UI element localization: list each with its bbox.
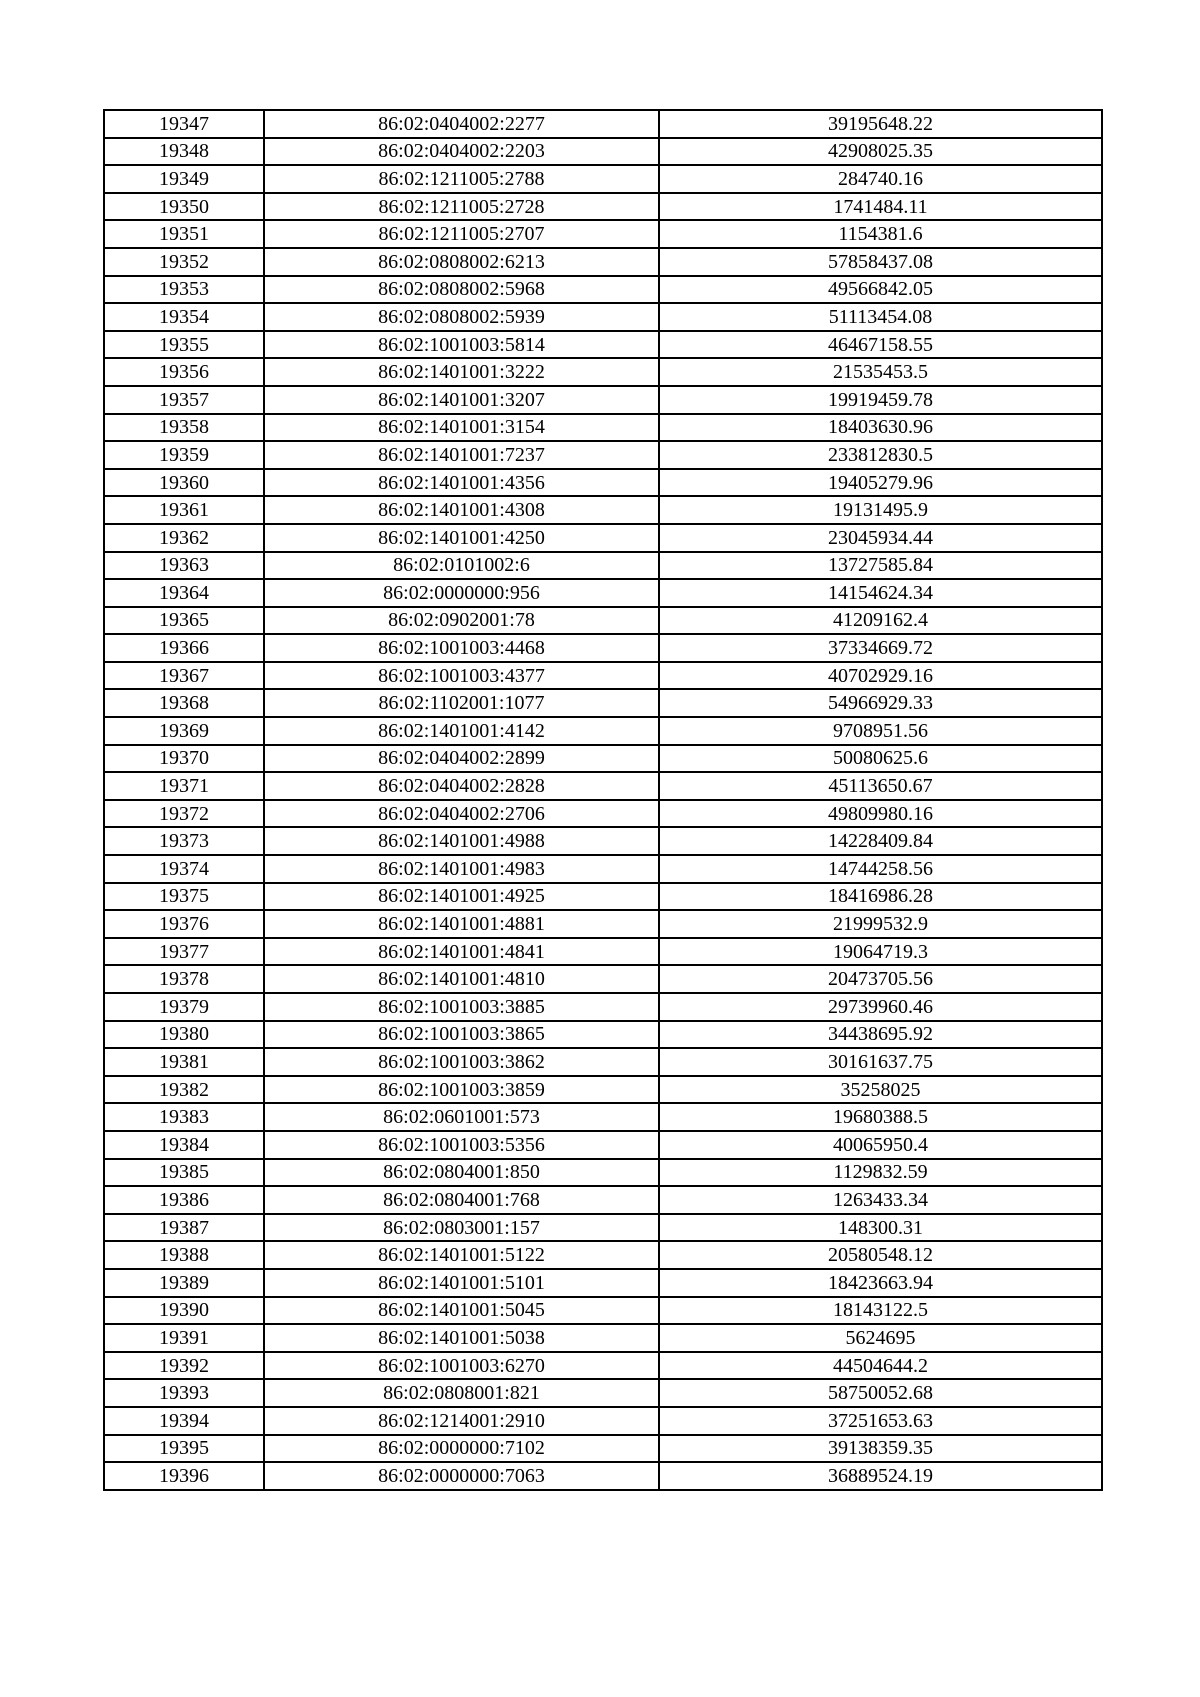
cadastral-number-cell: 86:02:1102001:1077 xyxy=(264,689,659,717)
value-cell: 19919459.78 xyxy=(659,386,1102,414)
cadastral-number-cell: 86:02:1401001:4881 xyxy=(264,910,659,938)
row-number-cell: 19365 xyxy=(104,607,264,635)
row-number-cell: 19352 xyxy=(104,248,264,276)
table-row xyxy=(104,165,1102,193)
value-cell: 54966929.33 xyxy=(659,689,1102,717)
value-cell: 13727585.84 xyxy=(659,552,1102,580)
cadastral-number-cell: 86:02:1001003:3862 xyxy=(264,1048,659,1076)
table-row xyxy=(104,1269,1102,1297)
value-cell: 14154624.34 xyxy=(659,579,1102,607)
value-cell: 1154381.6 xyxy=(659,220,1102,248)
row-number-cell: 19353 xyxy=(104,276,264,304)
row-number-cell: 19382 xyxy=(104,1076,264,1104)
value-cell: 1263433.34 xyxy=(659,1186,1102,1214)
row-number-cell: 19361 xyxy=(104,496,264,524)
table-row xyxy=(104,689,1102,717)
row-number-cell: 19347 xyxy=(104,110,264,138)
table-row xyxy=(104,1048,1102,1076)
value-cell: 18403630.96 xyxy=(659,414,1102,442)
table-row xyxy=(104,1103,1102,1131)
table-row xyxy=(104,800,1102,828)
row-number-cell: 19390 xyxy=(104,1297,264,1325)
table-row xyxy=(104,193,1102,221)
cadastral-number-cell: 86:02:0601001:573 xyxy=(264,1103,659,1131)
value-cell: 35258025 xyxy=(659,1076,1102,1104)
cadastral-number-cell: 86:02:1211005:2788 xyxy=(264,165,659,193)
row-number-cell: 19355 xyxy=(104,331,264,359)
table-row xyxy=(104,358,1102,386)
cadastral-number-cell: 86:02:1001003:3859 xyxy=(264,1076,659,1104)
row-number-cell: 19396 xyxy=(104,1462,264,1490)
cadastral-number-cell: 86:02:1401001:5122 xyxy=(264,1241,659,1269)
row-number-cell: 19393 xyxy=(104,1379,264,1407)
row-number-cell: 19371 xyxy=(104,772,264,800)
row-number-cell: 19377 xyxy=(104,938,264,966)
row-number-cell: 19348 xyxy=(104,138,264,166)
cadastral-number-cell: 86:02:0404002:2277 xyxy=(264,110,659,138)
table-row xyxy=(104,827,1102,855)
row-number-cell: 19385 xyxy=(104,1159,264,1187)
table-row xyxy=(104,1352,1102,1380)
row-number-cell: 19354 xyxy=(104,303,264,331)
value-cell: 233812830.5 xyxy=(659,441,1102,469)
table-row xyxy=(104,1076,1102,1104)
cadastral-number-cell: 86:02:1401001:4810 xyxy=(264,965,659,993)
cadastral-number-cell: 86:02:1214001:2910 xyxy=(264,1407,659,1435)
row-number-cell: 19373 xyxy=(104,827,264,855)
value-cell: 21535453.5 xyxy=(659,358,1102,386)
value-cell: 37334669.72 xyxy=(659,634,1102,662)
cadastral-number-cell: 86:02:1401001:4308 xyxy=(264,496,659,524)
row-number-cell: 19366 xyxy=(104,634,264,662)
cadastral-number-cell: 86:02:0804001:768 xyxy=(264,1186,659,1214)
table-row xyxy=(104,607,1102,635)
cadastral-number-cell: 86:02:1401001:5101 xyxy=(264,1269,659,1297)
row-number-cell: 19356 xyxy=(104,358,264,386)
row-number-cell: 19379 xyxy=(104,993,264,1021)
row-number-cell: 19362 xyxy=(104,524,264,552)
cadastral-number-cell: 86:02:0804001:850 xyxy=(264,1159,659,1187)
value-cell: 14744258.56 xyxy=(659,855,1102,883)
table-row xyxy=(104,1241,1102,1269)
cadastral-number-cell: 86:02:1401001:3154 xyxy=(264,414,659,442)
row-number-cell: 19375 xyxy=(104,883,264,911)
row-number-cell: 19394 xyxy=(104,1407,264,1435)
value-cell: 39195648.22 xyxy=(659,110,1102,138)
cadastral-number-cell: 86:02:0000000:956 xyxy=(264,579,659,607)
cadastral-number-cell: 86:02:1001003:5814 xyxy=(264,331,659,359)
cadastral-number-cell: 86:02:1211005:2728 xyxy=(264,193,659,221)
cadastral-number-cell: 86:02:1001003:6270 xyxy=(264,1352,659,1380)
value-cell: 19064719.3 xyxy=(659,938,1102,966)
table-row xyxy=(104,496,1102,524)
row-number-cell: 19374 xyxy=(104,855,264,883)
cadastral-number-cell: 86:02:1401001:5038 xyxy=(264,1324,659,1352)
table-row xyxy=(104,1131,1102,1159)
value-cell: 58750052.68 xyxy=(659,1379,1102,1407)
cadastral-number-cell: 86:02:1401001:5045 xyxy=(264,1297,659,1325)
value-cell: 37251653.63 xyxy=(659,1407,1102,1435)
table-row xyxy=(104,386,1102,414)
value-cell: 39138359.35 xyxy=(659,1435,1102,1463)
row-number-cell: 19368 xyxy=(104,689,264,717)
cadastral-number-cell: 86:02:1401001:3207 xyxy=(264,386,659,414)
cadastral-number-cell: 86:02:1401001:4988 xyxy=(264,827,659,855)
value-cell: 45113650.67 xyxy=(659,772,1102,800)
value-cell: 51113454.08 xyxy=(659,303,1102,331)
row-number-cell: 19359 xyxy=(104,441,264,469)
value-cell: 44504644.2 xyxy=(659,1352,1102,1380)
cadastral-number-cell: 86:02:0101002:6 xyxy=(264,552,659,580)
cadastral-number-cell: 86:02:0902001:78 xyxy=(264,607,659,635)
table-row xyxy=(104,276,1102,304)
cadastral-number-cell: 86:02:1401001:7237 xyxy=(264,441,659,469)
row-number-cell: 19388 xyxy=(104,1241,264,1269)
row-number-cell: 19378 xyxy=(104,965,264,993)
value-cell: 41209162.4 xyxy=(659,607,1102,635)
value-cell: 18143122.5 xyxy=(659,1297,1102,1325)
cadastral-number-cell: 86:02:1001003:4468 xyxy=(264,634,659,662)
table-row xyxy=(104,1297,1102,1325)
row-number-cell: 19350 xyxy=(104,193,264,221)
table-row xyxy=(104,414,1102,442)
table-row xyxy=(104,855,1102,883)
table-row xyxy=(104,1021,1102,1049)
cadastral-number-cell: 86:02:1001003:3865 xyxy=(264,1021,659,1049)
value-cell: 18423663.94 xyxy=(659,1269,1102,1297)
table-row xyxy=(104,910,1102,938)
table-row xyxy=(104,883,1102,911)
cadastral-number-cell: 86:02:1401001:3222 xyxy=(264,358,659,386)
value-cell: 18416986.28 xyxy=(659,883,1102,911)
value-cell: 21999532.9 xyxy=(659,910,1102,938)
table-row xyxy=(104,220,1102,248)
table-row xyxy=(104,138,1102,166)
value-cell: 40065950.4 xyxy=(659,1131,1102,1159)
table-body xyxy=(104,110,1102,1490)
value-cell: 1741484.11 xyxy=(659,193,1102,221)
value-cell: 34438695.92 xyxy=(659,1021,1102,1049)
value-cell: 19680388.5 xyxy=(659,1103,1102,1131)
row-number-cell: 19358 xyxy=(104,414,264,442)
table-row xyxy=(104,717,1102,745)
row-number-cell: 19376 xyxy=(104,910,264,938)
cadastral-number-cell: 86:02:1001003:4377 xyxy=(264,662,659,690)
value-cell: 42908025.35 xyxy=(659,138,1102,166)
table-row xyxy=(104,524,1102,552)
cadastral-number-cell: 86:02:0404002:2203 xyxy=(264,138,659,166)
cadastral-number-cell: 86:02:0808002:5939 xyxy=(264,303,659,331)
table-row xyxy=(104,1462,1102,1490)
table-row xyxy=(104,1159,1102,1187)
table-row xyxy=(104,1435,1102,1463)
value-cell: 284740.16 xyxy=(659,165,1102,193)
row-number-cell: 19395 xyxy=(104,1435,264,1463)
value-cell: 19405279.96 xyxy=(659,469,1102,497)
value-cell: 46467158.55 xyxy=(659,331,1102,359)
row-number-cell: 19364 xyxy=(104,579,264,607)
row-number-cell: 19380 xyxy=(104,1021,264,1049)
table-row xyxy=(104,552,1102,580)
table-row xyxy=(104,441,1102,469)
table-row xyxy=(104,1186,1102,1214)
row-number-cell: 19370 xyxy=(104,745,264,773)
cadastral-number-cell: 86:02:0404002:2706 xyxy=(264,800,659,828)
table-row xyxy=(104,634,1102,662)
row-number-cell: 19357 xyxy=(104,386,264,414)
table-row xyxy=(104,938,1102,966)
table-row xyxy=(104,965,1102,993)
cadastral-number-cell: 86:02:0808002:5968 xyxy=(264,276,659,304)
table-row xyxy=(104,303,1102,331)
value-cell: 9708951.56 xyxy=(659,717,1102,745)
value-cell: 1129832.59 xyxy=(659,1159,1102,1187)
table-row xyxy=(104,110,1102,138)
cadastral-number-cell: 86:02:1401001:4983 xyxy=(264,855,659,883)
table-row xyxy=(104,579,1102,607)
value-cell: 19131495.9 xyxy=(659,496,1102,524)
row-number-cell: 19386 xyxy=(104,1186,264,1214)
cadastral-number-cell: 86:02:1401001:4356 xyxy=(264,469,659,497)
cadastral-number-cell: 86:02:1001003:5356 xyxy=(264,1131,659,1159)
row-number-cell: 19391 xyxy=(104,1324,264,1352)
table-row xyxy=(104,745,1102,773)
cadastral-number-cell: 86:02:0000000:7063 xyxy=(264,1462,659,1490)
cadastral-number-cell: 86:02:1401001:4925 xyxy=(264,883,659,911)
table-row xyxy=(104,993,1102,1021)
value-cell: 20473705.56 xyxy=(659,965,1102,993)
cadastral-number-cell: 86:02:0803001:157 xyxy=(264,1214,659,1242)
value-cell: 49809980.16 xyxy=(659,800,1102,828)
row-number-cell: 19387 xyxy=(104,1214,264,1242)
row-number-cell: 19351 xyxy=(104,220,264,248)
row-number-cell: 19349 xyxy=(104,165,264,193)
value-cell: 29739960.46 xyxy=(659,993,1102,1021)
cadastral-number-cell: 86:02:0808001:821 xyxy=(264,1379,659,1407)
value-cell: 30161637.75 xyxy=(659,1048,1102,1076)
value-cell: 14228409.84 xyxy=(659,827,1102,855)
table-row xyxy=(104,1324,1102,1352)
cadastral-number-cell: 86:02:1001003:3885 xyxy=(264,993,659,1021)
cadastral-number-cell: 86:02:1211005:2707 xyxy=(264,220,659,248)
table-row xyxy=(104,331,1102,359)
row-number-cell: 19360 xyxy=(104,469,264,497)
row-number-cell: 19392 xyxy=(104,1352,264,1380)
table-row xyxy=(104,1379,1102,1407)
value-cell: 148300.31 xyxy=(659,1214,1102,1242)
table-row xyxy=(104,662,1102,690)
row-number-cell: 19389 xyxy=(104,1269,264,1297)
value-cell: 49566842.05 xyxy=(659,276,1102,304)
cadastral-number-cell: 86:02:1401001:4841 xyxy=(264,938,659,966)
row-number-cell: 19381 xyxy=(104,1048,264,1076)
row-number-cell: 19367 xyxy=(104,662,264,690)
row-number-cell: 19372 xyxy=(104,800,264,828)
value-cell: 50080625.6 xyxy=(659,745,1102,773)
cadastral-number-cell: 86:02:1401001:4250 xyxy=(264,524,659,552)
table-row xyxy=(104,248,1102,276)
value-cell: 36889524.19 xyxy=(659,1462,1102,1490)
row-number-cell: 19369 xyxy=(104,717,264,745)
data-table xyxy=(103,109,1103,1491)
cadastral-number-cell: 86:02:0404002:2828 xyxy=(264,772,659,800)
value-cell: 57858437.08 xyxy=(659,248,1102,276)
row-number-cell: 19384 xyxy=(104,1131,264,1159)
table-row xyxy=(104,1214,1102,1242)
value-cell: 40702929.16 xyxy=(659,662,1102,690)
cadastral-number-cell: 86:02:0404002:2899 xyxy=(264,745,659,773)
cadastral-number-cell: 86:02:0000000:7102 xyxy=(264,1435,659,1463)
row-number-cell: 19363 xyxy=(104,552,264,580)
value-cell: 20580548.12 xyxy=(659,1241,1102,1269)
row-number-cell: 19383 xyxy=(104,1103,264,1131)
table-row xyxy=(104,469,1102,497)
table-row xyxy=(104,772,1102,800)
cadastral-number-cell: 86:02:1401001:4142 xyxy=(264,717,659,745)
cadastral-number-cell: 86:02:0808002:6213 xyxy=(264,248,659,276)
table-row xyxy=(104,1407,1102,1435)
value-cell: 5624695 xyxy=(659,1324,1102,1352)
value-cell: 23045934.44 xyxy=(659,524,1102,552)
